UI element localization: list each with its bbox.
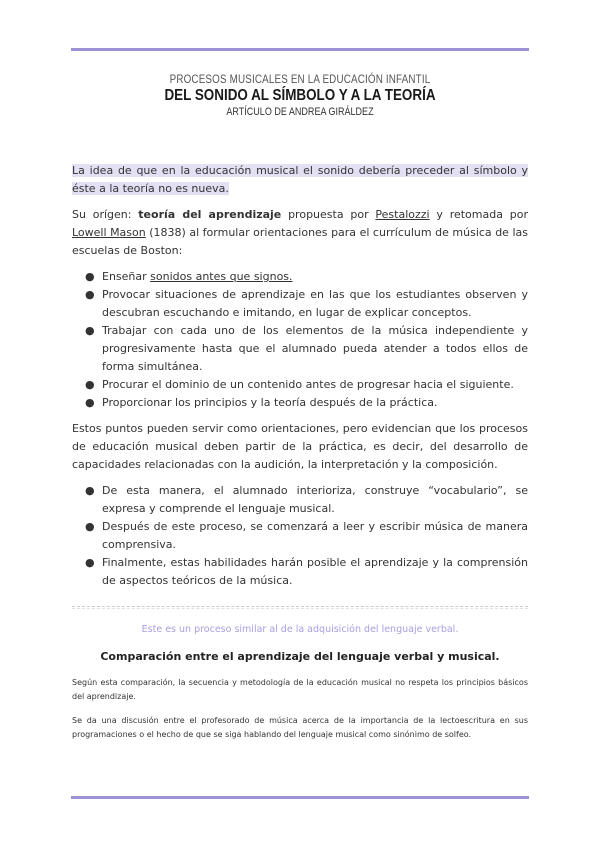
list-item <box>72 482 528 518</box>
list-item <box>72 394 528 412</box>
list-item-text: Enseñar <box>102 270 151 283</box>
bullet-icon: ● <box>85 484 95 497</box>
bullet-icon: ● <box>85 378 95 391</box>
practice-paragraph: Estos puntos pueden servir como orientaciones, pero evidencian que los procesos de educación musical deben partir de la práctica, es decir, del desarrollo de capacidades relacionadas con la audición, la interpretación y la composición. <box>72 422 528 471</box>
bullet-icon: ● <box>85 520 95 533</box>
outcomes-list <box>72 482 528 590</box>
list-item <box>72 554 528 590</box>
list-item-text: Finalmente, estas habilidades harán posible el aprendizaje y la comprensión de aspectos teóricos de la música. <box>102 556 528 587</box>
origin-paragraph <box>72 206 528 260</box>
header-kicker: PROCESOS MUSICALES EN LA EDUCACIÓN INFANTIL <box>169 72 431 86</box>
document-header <box>0 72 600 118</box>
bottom-divider <box>71 796 529 799</box>
intro-paragraph <box>72 162 528 198</box>
origin-text-3: y retomada por <box>429 208 528 221</box>
origin-text-1: Su orígen: <box>72 208 139 221</box>
sonidos-link[interactable]: sonidos antes que signos. <box>150 270 293 283</box>
bullet-icon: ● <box>85 556 95 569</box>
list-item-text: Después de este proceso, se comenzará a leer y escribir música de manera comprensiva. <box>102 520 528 551</box>
bullet-icon: ● <box>85 396 95 409</box>
origin-theory: teoría del aprendizaje <box>138 208 282 221</box>
list-item <box>72 286 528 322</box>
list-item <box>72 376 528 394</box>
list-item-text: Proporcionar los principios y la teoría después de la práctica. <box>102 396 438 409</box>
bullet-icon: ● <box>85 288 95 301</box>
dashed-divider-secondary <box>72 608 528 609</box>
bullet-icon: ● <box>85 270 95 283</box>
origin-text-2: propuesta por <box>281 208 376 221</box>
page-title: DEL SONIDO AL SÍMBOLO Y A LA TEORÍA <box>164 87 436 104</box>
list-item <box>72 518 528 554</box>
dashed-divider <box>72 606 528 607</box>
pestalozzi-link[interactable]: Pestalozzi <box>375 208 430 221</box>
list-item-text: Procurar el dominio de un contenido antes de progresar hacia el siguiente. <box>102 378 514 391</box>
list-item <box>72 322 528 376</box>
list-item-text: Trabajar con cada uno de los elementos de la música independiente y progresivamente hasta que el alumnado pueda atender a todos ellos de forma simultánea. <box>102 324 528 373</box>
pull-quote: Este es un proceso similar al de la adquisición del lenguaje verbal. <box>141 624 459 635</box>
origin-text-4: (1838) al formular orientaciones para el currículum de música de las escuelas de Boston: <box>72 226 528 257</box>
lowell-mason-link[interactable]: Lowell Mason <box>72 226 146 239</box>
section-heading: Comparación entre el aprendizaje del lenguaje verbal y musical. <box>100 650 500 663</box>
intro-highlight: La idea de que en la educación musical el sonido debería preceder al símbolo y éste a la teoría no es nueva. <box>72 164 528 195</box>
top-divider <box>71 48 529 51</box>
header-subtitle: ARTÍCULO DE ANDREA GIRÁLDEZ <box>226 106 374 118</box>
principles-list <box>72 268 528 412</box>
comparison-paragraph: Según esta comparación, la secuencia y metodología de la educación musical no respeta los principios básicos del aprendizaje. <box>72 678 528 701</box>
list-item-text: De esta manera, el alumnado interioriza, construye “vocabulario”, se expresa y comprende el lenguaje musical. <box>102 484 528 515</box>
bullet-icon: ● <box>85 324 95 337</box>
discussion-paragraph: Se da una discusión entre el profesorado de música acerca de la importancia de la lectoescritura en sus programaciones o el hecho de que se siga hablando del lenguaje musical como sinónimo de solfeo. <box>72 716 528 739</box>
list-item-text: Provocar situaciones de aprendizaje en las que los estudiantes observen y descubran escuchando e imitando, en lugar de explicar conceptos. <box>102 288 528 319</box>
list-item <box>72 268 528 286</box>
main-content <box>72 162 528 598</box>
